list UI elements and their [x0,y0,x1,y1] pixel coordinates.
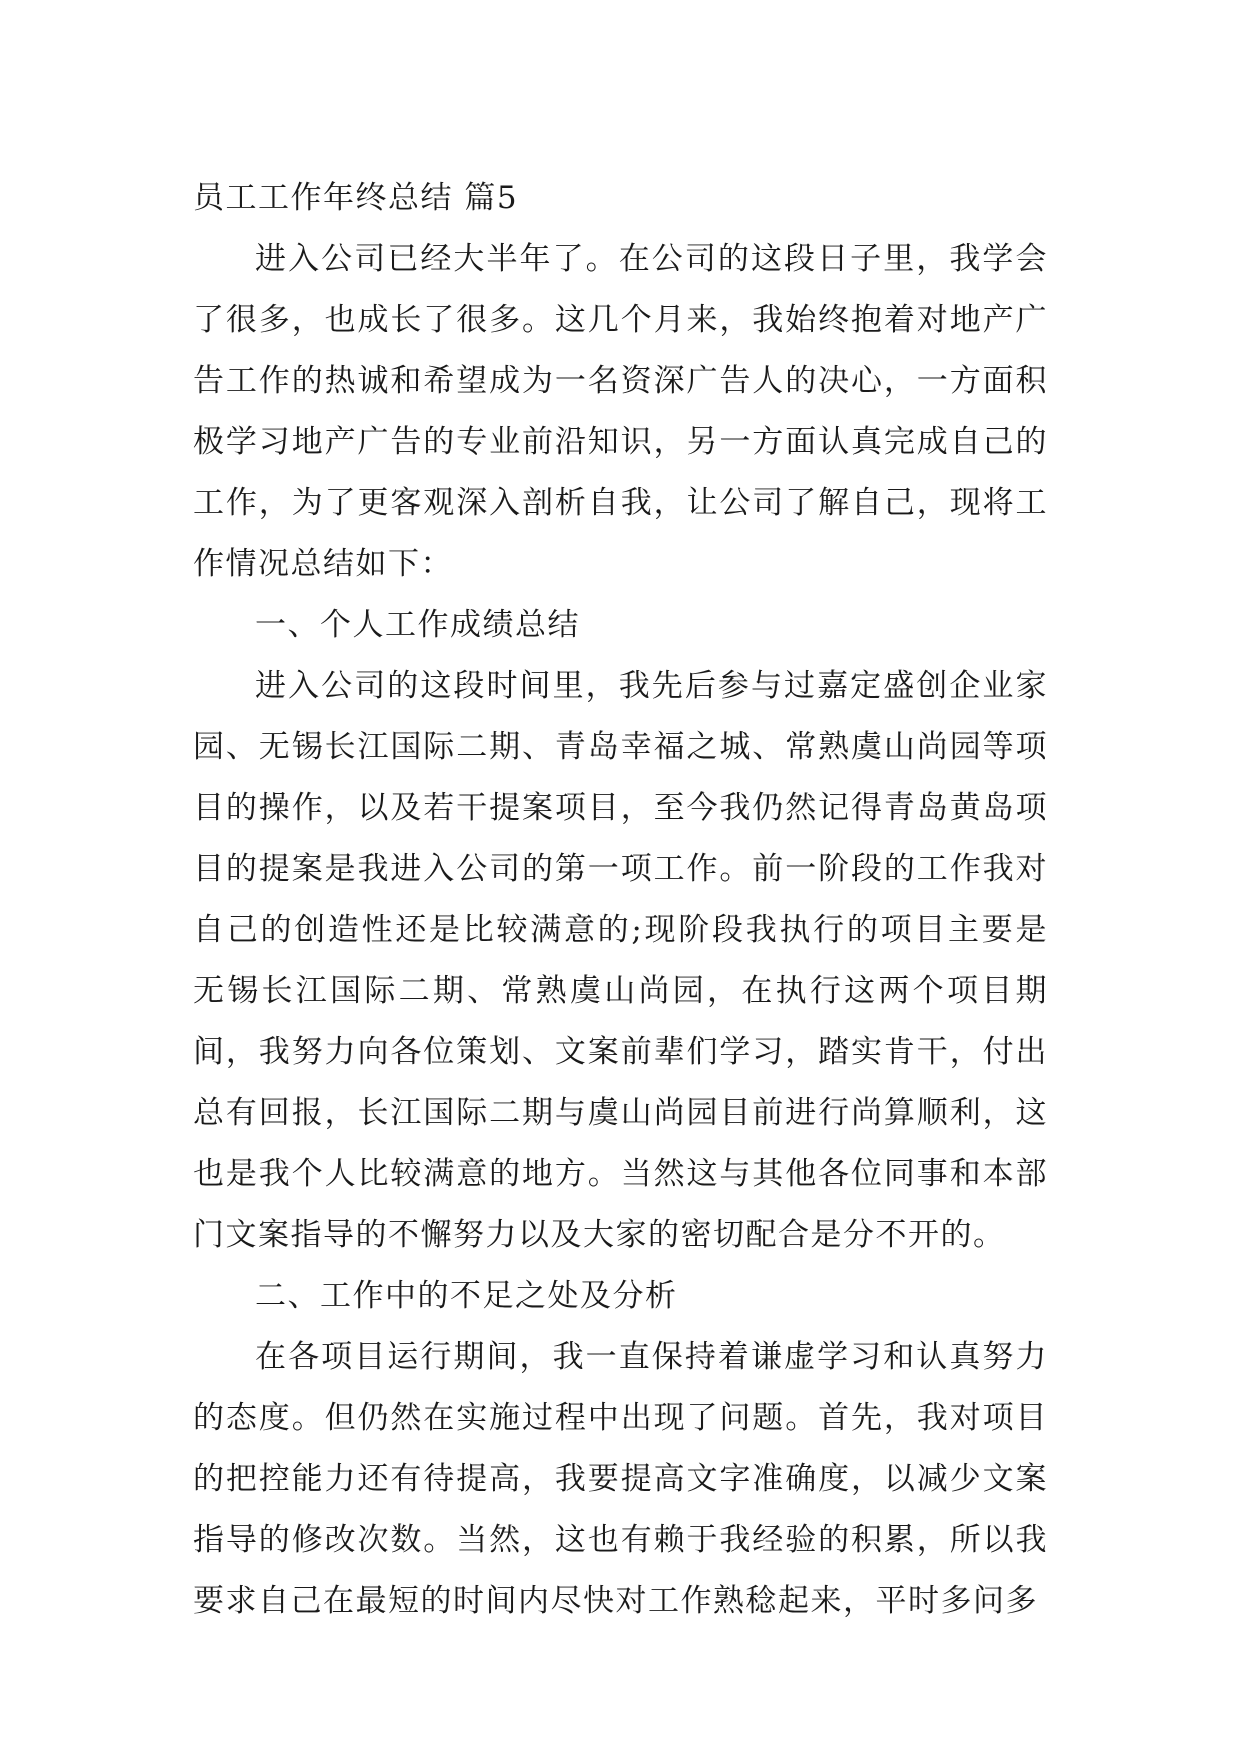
achievements-paragraph: 进入公司的这段时间里，我先后参与过嘉定盛创企业家园、无锡长江国际二期、青岛幸福之城、常熟虞山尚园等项目的操作，以及若干提案项目，至今我仍然记得青岛黄岛项目的提案是我进入公司的第一项工作。前一阶段的工作我对自己的创造性还是比较满意的;现阶段我执行的项目主要是无锡长江国际二期、常熟虞山尚园，在执行这两个项目期间，我努力向各位策划、文案前辈们学习，踏实肯干，付出总有回报，长江国际二期与虞山尚园目前进行尚算顺利，这也是我个人比较满意的地方。当然这与其他各位同事和本部门文案指导的不懈努力以及大家的密切配合是分不开的。 [193,668,1048,1253]
document-title: 员工工作年终总结 篇5 [193,180,519,216]
section-heading-shortcomings: 二、工作中的不足之处及分析 [255,1278,678,1314]
intro-paragraph: 进入公司已经大半年了。在公司的这段日子里，我学会了很多，也成长了很多。这几个月来，我始终抱着对地产广告工作的热诚和希望成为一名资深广告人的决心，一方面积极学习地产广告的专业前沿知识，另一方面认真完成自己的工作，为了更客观深入剖析自我，让公司了解自己，现将工作情况总结如下： [193,241,1048,582]
document-body [193,168,1048,1632]
section-heading-achievements: 一、个人工作成绩总结 [255,607,580,643]
shortcomings-paragraph: 在各项目运行期间，我一直保持着谦虚学习和认真努力的态度。但仍然在实施过程中出现了问题。首先，我对项目的把控能力还有待提高，我要提高文字准确度，以减少文案指导的修改次数。当然，这也有赖于我经验的积累，所以我要求自己在最短的时间内尽快对工作熟稔起来，平时多问多 [193,1339,1048,1619]
